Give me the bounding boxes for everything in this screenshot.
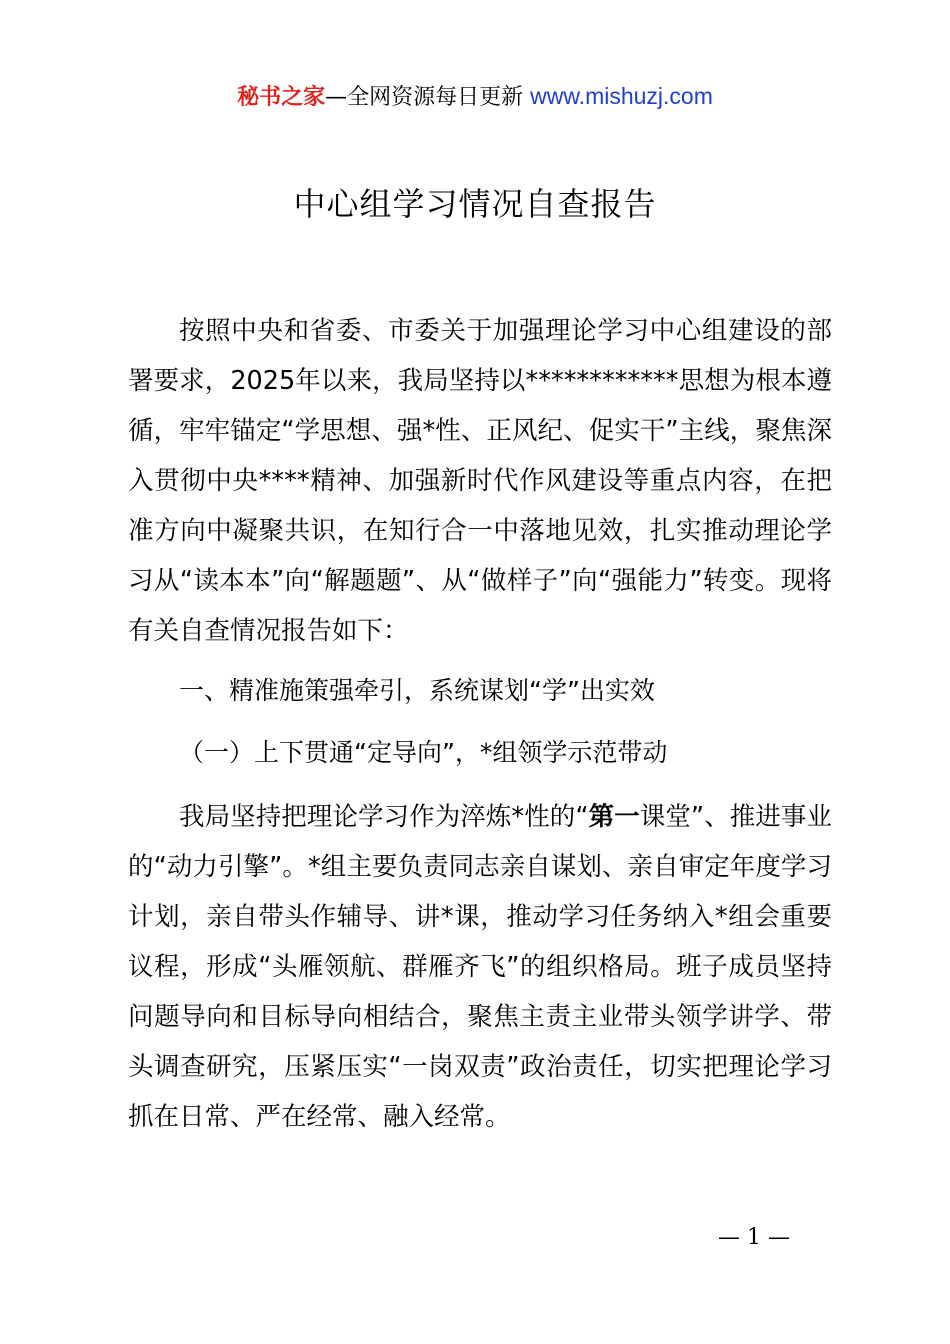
document-title: 中心组学习情况自查报告 xyxy=(293,185,657,223)
section-heading: 一、精准施策强牵引，系统谋划“学”出实效 xyxy=(179,676,655,705)
site-header xyxy=(0,80,950,114)
body-paragraph xyxy=(128,792,832,1142)
body-paragraph-bold-text: 第一 xyxy=(588,802,640,832)
intro-paragraph: 按照中央和省委、市委关于加强理论学习中心组建设的部署要求，2025年以来，我局坚持以************思想为根本遵循，牢牢锚定“学思想、强*性、正风纪、促实干”主线，聚焦深入贯彻中央****精神、加强新时代作风建设等重点内容，在把准方向中凝聚共识，在知行合一中落地见效，扎实推动理论学习从“读本本”向“解题题”、从“做样子”向“强能力”转变。现将有关自查情况报告如下： xyxy=(128,316,832,646)
body-paragraph-text-start: 我局坚持把理论学习作为淬炼*性的“ xyxy=(179,802,589,832)
page-number: — 1 — xyxy=(718,1225,790,1250)
site-tagline: —全网资源每日更新 xyxy=(325,85,524,110)
brand-name: 秘书之家 xyxy=(237,85,326,110)
site-url-link[interactable]: www.mishuzj.com xyxy=(530,83,713,109)
subsection-heading: （一）上下贯通“定导向”，*组领学示范带动 xyxy=(179,738,668,767)
body-paragraph-text-end: 课堂”、推进事业的“动力引擎”。*组主要负责同志亲自谋划、亲自审定年度学习计划，亲自带头作辅导、讲*课，推动学习任务纳入*组会重要议程，形成“头雁领航、群雁齐飞”的组织格局。班子成员坚持问题导向和目标导向相结合，聚焦主责主业带头领学讲学、带头调查研究，压紧压实“一岗双责”政治责任，切实把理论学习抓在日常、严在经常、融入经常。 xyxy=(128,802,832,1132)
